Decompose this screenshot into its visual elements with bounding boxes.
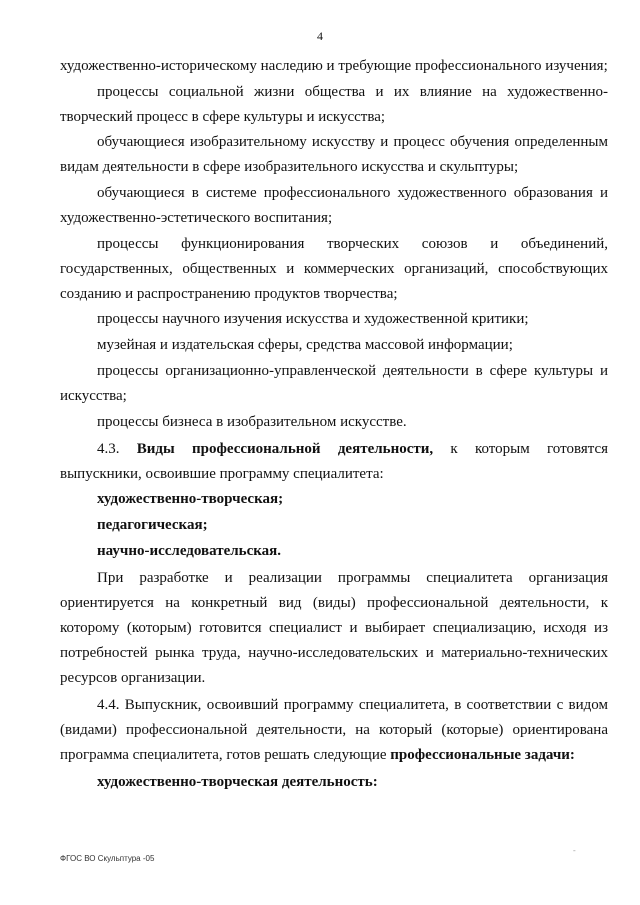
- subheading-creative-activity: художественно-творческая деятельность:: [97, 773, 378, 790]
- corner-mark: -: [573, 846, 576, 855]
- paragraph-social-processes: процессы социальной жизни общества и их влияние на художественно-творческий процесс в сфере культуры и искусства;: [60, 83, 608, 125]
- section-4-3-text: к которым готовятся выпускники, освоившие программу специалитета:: [60, 440, 609, 482]
- paragraph-organization-orientation: При разработке и реализации программы специалитета организация ориентируется на конкретный вид (виды) профессиональной деятельности, к которому (которым) готовится специалист и выбирает специализацию, исходя из потребностей рынка труда, научно-исследовательских и материально-технических ресурсов организации.: [60, 569, 608, 686]
- activity-type-creative: художественно-творческая;: [97, 491, 284, 508]
- section-4-3: [60, 437, 608, 487]
- paragraph-museum-media: музейная и издательская сферы, средства массовой информации;: [97, 337, 513, 354]
- footer-document-code: ФГОС ВО Скульптура -05: [60, 854, 155, 863]
- paragraph-education-system: обучающиеся в системе профессионального художественного образования и художественно-эстетического воспитания;: [60, 185, 608, 227]
- paragraph-unions-organizations: процессы функционирования творческих союзов и объединений, государственных, общественных и коммерческих организаций, способствующих созданию и распространению продуктов творчества;: [60, 235, 608, 302]
- section-4-3-title: Виды профессиональной деятельности,: [136, 440, 434, 457]
- paragraph-business: процессы бизнеса в изобразительном искусстве.: [97, 413, 407, 430]
- activity-type-pedagogical: педагогическая;: [97, 516, 208, 533]
- page-number: 4: [317, 29, 323, 43]
- section-4-3-number: 4.3.: [97, 440, 120, 457]
- paragraph-heritage: художественно-историческому наследию и требующие профессионального изучения;: [60, 58, 608, 74]
- section-4-4-bold-end: профессиональные задачи:: [390, 746, 575, 763]
- activity-type-research: научно-исследовательская.: [97, 542, 282, 559]
- paragraph-management: процессы организационно-управленческой деятельности в сфере культуры и искусства;: [60, 362, 608, 404]
- section-4-4: [60, 693, 608, 768]
- paragraph-scientific-study: процессы научного изучения искусства и художественной критики;: [97, 311, 529, 328]
- paragraph-art-learners: обучающиеся изобразительному искусству и процесс обучения определенным видам деятельности в сфере изобразительного искусства и скульптуры;: [60, 134, 608, 176]
- document-body: [60, 54, 608, 795]
- section-4-4-text: 4.4. Выпускник, освоивший программу специалитета, в соответствии с видом (видами) профессиональной деятельности, на который (которые) ориентирована программа специалитета, готов решать следующие: [60, 696, 608, 763]
